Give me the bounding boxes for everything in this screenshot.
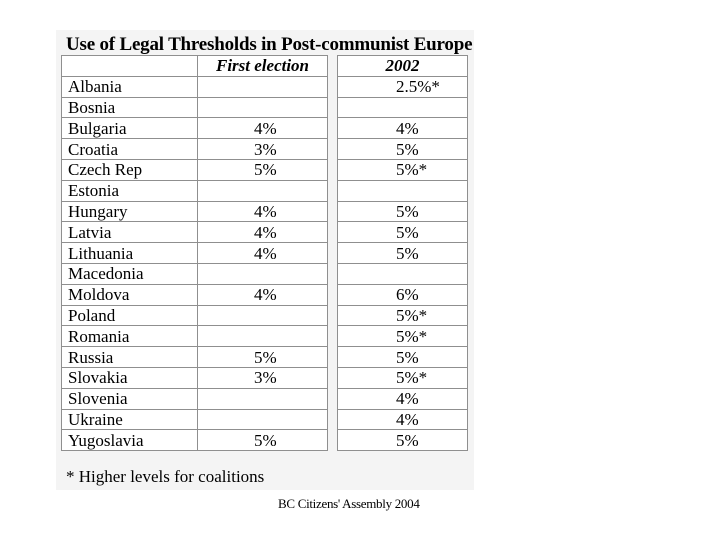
country-cell: Poland	[62, 305, 198, 326]
first-election-cell	[198, 180, 328, 201]
year-2002-cell: 5%	[338, 139, 468, 160]
year-2002-cell: 6%	[338, 284, 468, 305]
first-election-cell: 4%	[198, 284, 328, 305]
country-cell: Moldova	[62, 284, 198, 305]
first-election-header: First election	[198, 56, 328, 77]
first-election-cell: 5%	[198, 347, 328, 368]
country-cell: Bulgaria	[62, 118, 198, 139]
first-election-cell	[198, 388, 328, 409]
year-2002-cell: 5%*	[338, 326, 468, 347]
table-row	[62, 284, 328, 305]
table-row	[62, 347, 328, 368]
table-row	[338, 76, 468, 97]
year-2002-cell: 5%*	[338, 159, 468, 180]
year-2002-cell: 5%	[338, 201, 468, 222]
table-row	[338, 347, 468, 368]
first-election-cell	[198, 263, 328, 284]
first-election-cell	[198, 97, 328, 118]
table-row	[338, 222, 468, 243]
table-row	[62, 367, 328, 388]
thresholds-table-2002	[337, 55, 468, 451]
year-2002-cell: 5%	[338, 222, 468, 243]
table-row	[62, 139, 328, 160]
first-election-cell	[198, 305, 328, 326]
country-cell: Latvia	[62, 222, 198, 243]
table-row	[62, 97, 328, 118]
first-election-cell: 4%	[198, 243, 328, 264]
country-cell: Czech Rep	[62, 159, 198, 180]
country-cell: Russia	[62, 347, 198, 368]
first-election-cell	[198, 76, 328, 97]
country-cell: Bosnia	[62, 97, 198, 118]
table-row	[62, 201, 328, 222]
table-row	[62, 263, 328, 284]
year-2002-cell: 5%	[338, 347, 468, 368]
year-2002-cell	[338, 263, 468, 284]
country-cell: Albania	[62, 76, 198, 97]
table-row	[338, 284, 468, 305]
first-election-cell	[198, 326, 328, 347]
table-row	[62, 305, 328, 326]
table-row	[338, 180, 468, 201]
first-election-cell	[198, 409, 328, 430]
table-row	[338, 305, 468, 326]
year-2002-cell: 2.5%*	[338, 76, 468, 97]
table-row	[62, 180, 328, 201]
header-row	[62, 56, 328, 77]
table-row	[338, 139, 468, 160]
country-cell: Croatia	[62, 139, 198, 160]
first-election-cell: 4%	[198, 222, 328, 243]
country-cell: Estonia	[62, 180, 198, 201]
country-cell: Lithuania	[62, 243, 198, 264]
footnote: * Higher levels for coalitions	[66, 467, 265, 486]
first-election-cell: 4%	[198, 201, 328, 222]
credit-line: BC Citizens' Assembly 2004	[278, 496, 420, 511]
country-cell: Ukraine	[62, 409, 198, 430]
table-row	[338, 263, 468, 284]
country-cell: Yugoslavia	[62, 430, 198, 451]
year-2002-cell	[338, 180, 468, 201]
header-row	[338, 56, 468, 77]
first-election-cell: 4%	[198, 118, 328, 139]
table-row	[62, 409, 328, 430]
table-row	[62, 222, 328, 243]
year-2002-cell: 5%*	[338, 305, 468, 326]
first-election-cell: 5%	[198, 430, 328, 451]
table-row	[338, 430, 468, 451]
country-cell: Romania	[62, 326, 198, 347]
table-row	[338, 388, 468, 409]
table-row	[62, 388, 328, 409]
country-cell: Macedonia	[62, 263, 198, 284]
year-2002-cell: 4%	[338, 409, 468, 430]
year-2002-cell: 5%	[338, 430, 468, 451]
year-2002-cell: 5%	[338, 243, 468, 264]
table-row	[62, 159, 328, 180]
table-row	[338, 118, 468, 139]
table-row	[62, 430, 328, 451]
country-cell: Slovakia	[62, 367, 198, 388]
thresholds-table-first-election	[61, 55, 328, 451]
year-2002-header: 2002	[338, 56, 468, 77]
first-election-cell: 3%	[198, 139, 328, 160]
country-header-cell	[62, 56, 198, 77]
year-2002-cell: 5%*	[338, 367, 468, 388]
table-row	[338, 97, 468, 118]
first-election-cell: 5%	[198, 159, 328, 180]
first-election-cell: 3%	[198, 367, 328, 388]
country-cell: Hungary	[62, 201, 198, 222]
table-row	[62, 243, 328, 264]
table-row	[62, 326, 328, 347]
table-row	[338, 326, 468, 347]
table-row	[62, 76, 328, 97]
table-row	[338, 159, 468, 180]
table-row	[62, 118, 328, 139]
table-row	[338, 201, 468, 222]
table-row	[338, 409, 468, 430]
table-row	[338, 243, 468, 264]
table-title: Use of Legal Thresholds in Post-communist Europe	[66, 34, 473, 55]
country-cell: Slovenia	[62, 388, 198, 409]
year-2002-cell: 4%	[338, 388, 468, 409]
year-2002-cell	[338, 97, 468, 118]
table-row	[338, 367, 468, 388]
year-2002-cell: 4%	[338, 118, 468, 139]
